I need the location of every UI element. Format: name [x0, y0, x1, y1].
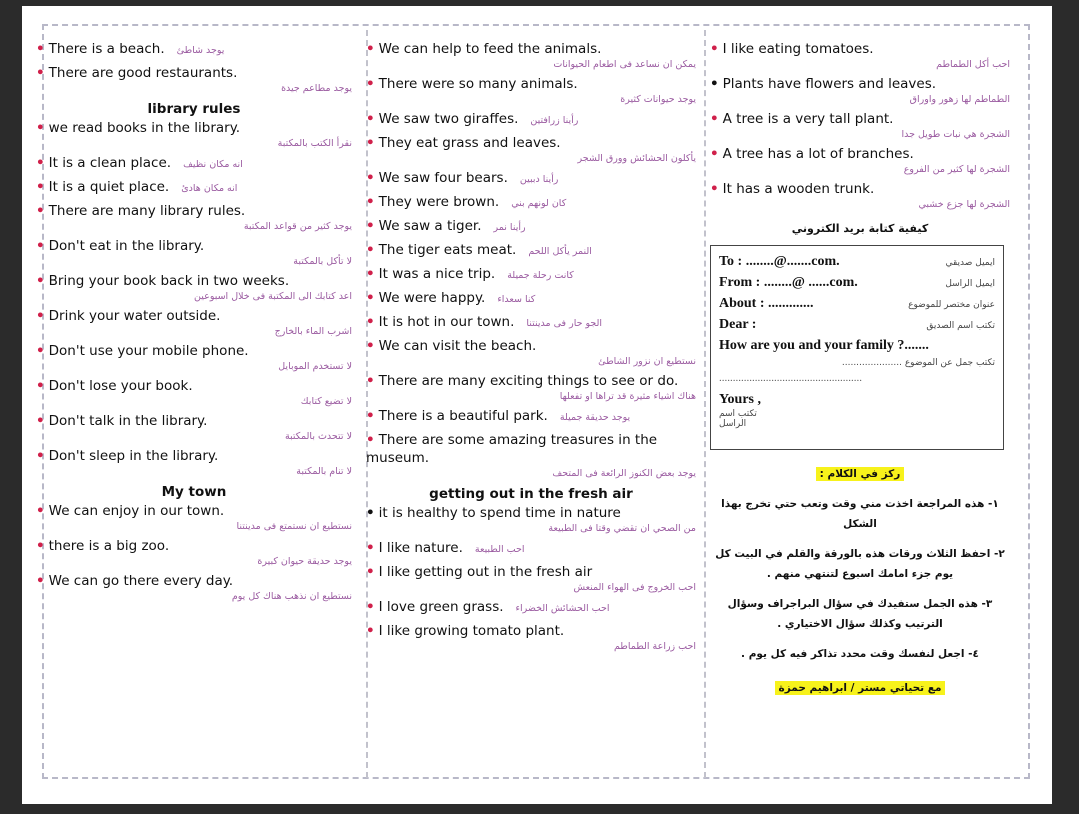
list-item: [36, 572, 352, 603]
bullet-icon: •: [366, 242, 375, 258]
english-sentence: we read books in the library.: [48, 120, 241, 136]
arabic-translation: كانت رحلة جميلة: [507, 270, 574, 281]
english-sentence: There are good restaurants.: [48, 65, 238, 81]
arabic-translation: احب الخروج فى الهواء المنعش: [573, 582, 696, 593]
email-dear: Dear :: [719, 317, 757, 332]
english-sentence: I love green grass.: [378, 599, 504, 615]
tip-item: ٢- احفظ الثلاث ورقات هذه بالورقة والقلم في البيت كل يوم جزء امامك اسبوع لتنتهي منهم .: [715, 548, 1005, 580]
list-item: [366, 241, 696, 261]
bullet-icon: •: [366, 194, 375, 210]
english-sentence: Don't use your mobile phone.: [48, 343, 249, 359]
english-sentence: Don't sleep in the library.: [48, 448, 219, 464]
email-dear-ar: تكتب اسم الصديق: [926, 321, 995, 331]
email-about-ar: عنوان مختصر للموضوع: [908, 300, 995, 310]
list-item: [710, 145, 1010, 176]
english-sentence: They eat grass and leaves.: [378, 135, 561, 151]
arabic-translation: اشرب الماء بالخارج: [274, 326, 352, 337]
email-about: About : .............: [719, 296, 814, 311]
english-sentence: A tree has a lot of branches.: [722, 146, 914, 162]
arabic-translation: لا تضيع كتابك: [300, 396, 352, 407]
list-item: [710, 75, 1010, 106]
arabic-translation: هناك اشياء مثيرة قد تراها او تفعلها: [559, 391, 696, 402]
arabic-translation: الجو حار فى مدينتنا: [526, 318, 603, 329]
list-item: [366, 110, 696, 130]
bullet-icon: •: [366, 623, 375, 639]
list-item: [36, 377, 352, 408]
bullet-icon: •: [36, 120, 45, 136]
bullet-icon: •: [36, 273, 45, 289]
english-sentence: Drink your water outside.: [48, 308, 221, 324]
signature: مع تحياتي مستر / ابراهيم حمزة: [775, 681, 946, 695]
bullet-icon: •: [366, 373, 375, 389]
english-sentence: We saw four bears.: [378, 170, 508, 186]
arabic-translation: يأكلون الحشائش وورق الشجر: [577, 153, 696, 164]
bullet-icon: •: [36, 378, 45, 394]
bullet-icon: •: [366, 505, 375, 521]
email-yours: Yours ,: [719, 392, 762, 407]
arabic-translation: انه مكان نظيف: [183, 159, 243, 170]
english-sentence: I like getting out in the fresh air: [378, 564, 593, 580]
bullet-icon: •: [36, 343, 45, 359]
email-dots: ....................................................: [719, 372, 862, 384]
english-sentence: We can go there every day.: [48, 573, 234, 589]
english-sentence: We can enjoy in our town.: [48, 503, 225, 519]
arabic-translation: كان لونهم بني: [511, 198, 567, 209]
list-item: [710, 110, 1010, 141]
email-from-ar: ايميل الراسل: [945, 279, 995, 289]
list-item: [36, 178, 352, 198]
list-item: [36, 237, 352, 268]
focus-title: ركز في الكلام :: [816, 467, 905, 481]
english-sentence: There are some amazing treasures in the museum.: [366, 432, 658, 466]
list-item: [366, 372, 696, 403]
arabic-translation: لا تنام بالمكتبة: [296, 466, 352, 477]
english-sentence: We can visit the beach.: [378, 338, 537, 354]
bullet-icon: •: [366, 111, 375, 127]
bullet-icon: •: [366, 540, 375, 556]
bullet-icon: •: [36, 179, 45, 195]
english-sentence: A tree is a very tall plant.: [722, 111, 894, 127]
arabic-translation: كنا سعداء: [497, 294, 536, 305]
arabic-translation: يوجد حديقة جميلة: [559, 412, 631, 423]
arabic-translation: الشجرة هي نبات طويل جدا: [901, 129, 1010, 140]
bullet-icon: •: [366, 76, 375, 92]
list-item: [710, 180, 1010, 211]
arabic-translation: احب الحشائش الخضراء: [515, 603, 610, 614]
list-item: [36, 119, 352, 150]
column-2: [366, 40, 696, 794]
arabic-translation: يوجد حيوانات كثيرة: [620, 94, 696, 105]
arabic-translation: نستطيع ان نستمتع فى مدينتنا: [236, 521, 352, 532]
bullet-icon: •: [36, 573, 45, 589]
bullet-icon: •: [366, 314, 375, 330]
email-title: كيفية كتابة بريد الكتروني: [791, 222, 929, 235]
bullet-icon: •: [36, 203, 45, 219]
english-sentence: I like growing tomato plant.: [378, 623, 565, 639]
bullet-icon: •: [366, 599, 375, 615]
arabic-translation: احب زراعة الطماطم: [613, 641, 696, 652]
english-sentence: Don't lose your book.: [48, 378, 193, 394]
english-sentence: It is hot in our town.: [378, 314, 515, 330]
english-sentence: I like nature.: [378, 540, 463, 556]
english-sentence: We saw a tiger.: [378, 218, 482, 234]
column-divider: [704, 30, 706, 778]
english-sentence: We can help to feed the animals.: [378, 41, 602, 57]
list-item: [36, 64, 352, 95]
bullet-icon: •: [366, 135, 375, 151]
bullet-icon: •: [710, 111, 719, 127]
english-sentence: It was a nice trip.: [378, 266, 496, 282]
arabic-translation: الطماطم لها زهور واوراق: [909, 94, 1010, 105]
list-item: [366, 313, 696, 333]
arabic-translation: من الصحي ان تقضي وقتا فى الطبيعة: [548, 523, 696, 534]
bullet-icon: •: [366, 408, 375, 424]
bullet-icon: •: [366, 170, 375, 186]
arabic-translation: لا تتحدث بالمكتبة: [284, 431, 352, 442]
arabic-translation: يوجد كثير من قواعد المكتبة: [243, 221, 352, 232]
list-item: [366, 289, 696, 309]
english-sentence: They were brown.: [378, 194, 500, 210]
english-sentence: It is a quiet place.: [48, 179, 170, 195]
list-item: [36, 502, 352, 533]
arabic-translation: يوجد حديقة حيوان كبيرة: [257, 556, 352, 567]
arabic-translation: لا تأكل بالمكتبة: [293, 256, 352, 267]
list-item: [366, 504, 696, 535]
english-sentence: We saw two giraffes.: [378, 111, 519, 127]
bullet-icon: •: [36, 448, 45, 464]
arabic-translation: نقرأ الكتب بالمكتبة: [277, 138, 352, 149]
list-item: [366, 40, 696, 71]
arabic-translation: يوجد بعض الكنوز الرائعة فى المتحف: [552, 468, 696, 479]
arabic-translation: رأينا دببين: [519, 174, 559, 185]
email-from: From : ........@ ......com.: [719, 275, 858, 290]
english-sentence: Bring your book back in two weeks.: [48, 273, 290, 289]
arabic-translation: انه مكان هادئ: [181, 183, 238, 194]
column-1: [36, 40, 352, 794]
list-item: [366, 193, 696, 213]
list-item: [366, 598, 696, 618]
english-sentence: there is a big zoo.: [48, 538, 170, 554]
arabic-translation: رأينا زرافتين: [530, 115, 579, 126]
arabic-translation: احب أكل الطماطم: [936, 59, 1010, 70]
arabic-translation: نستطيع ان نزور الشاطئ: [598, 356, 696, 367]
list-item: [366, 539, 696, 559]
english-sentence: There is a beach.: [48, 41, 165, 57]
tip-item: ١- هذه المراجعة اخذت مني وقت وتعب حتي تخرج بهذا الشكل: [721, 498, 999, 530]
bullet-icon: •: [710, 146, 719, 162]
email-to: To : ........@.......com.: [719, 254, 840, 269]
list-item: [366, 134, 696, 165]
bullet-icon: •: [36, 238, 45, 254]
bullet-icon: •: [366, 432, 375, 448]
bullet-icon: •: [36, 308, 45, 324]
english-sentence: Don't eat in the library.: [48, 238, 205, 254]
tips-section: [710, 464, 1010, 698]
english-sentence: We were happy.: [378, 290, 486, 306]
english-sentence: There are many library rules.: [48, 203, 246, 219]
arabic-translation: اعد كتابك الى المكتبة فى خلال اسبوعين: [194, 291, 352, 302]
arabic-translation: يوجد شاطئ: [176, 45, 225, 56]
list-item: [36, 272, 352, 303]
list-item: [366, 622, 696, 653]
english-sentence: The tiger eats meat.: [378, 242, 517, 258]
arabic-translation: النمر يأكل اللحم: [528, 246, 592, 257]
tip-item: ٤- اجعل لنفسك وقت محدد تذاكر فيه كل يوم .: [741, 648, 979, 660]
english-sentence: There is a beautiful park.: [378, 408, 548, 424]
arabic-translation: احب الطبيعة: [474, 544, 525, 555]
english-sentence: Plants have flowers and leaves.: [722, 76, 937, 92]
bullet-icon: •: [36, 413, 45, 429]
english-sentence: Don't talk in the library.: [48, 413, 208, 429]
list-item: [36, 412, 352, 443]
section-heading-my-town: My town: [161, 484, 227, 500]
section-heading-library-rules: library rules: [147, 101, 241, 117]
arabic-translation: يمكن ان نساعد فى اطعام الحيوانات: [553, 59, 696, 70]
bullet-icon: •: [710, 41, 719, 57]
english-sentence: There were so many animals.: [378, 76, 578, 92]
tip-item: ٣- هذه الجمل ستفيدك في سؤال البراجراف وسؤال الترتيب وكذلك سؤال الاختياري .: [727, 598, 993, 630]
email-body-ar: تكتب جمل عن الموضوع .....................: [841, 358, 995, 368]
bullet-icon: •: [366, 41, 375, 57]
bullet-icon: •: [36, 65, 45, 81]
english-sentence: it is healthy to spend time in nature: [378, 505, 621, 521]
list-item: [366, 169, 696, 189]
english-sentence: It has a wooden trunk.: [722, 181, 875, 197]
list-item: [366, 337, 696, 368]
bullet-icon: •: [36, 41, 45, 57]
list-item: [366, 265, 696, 285]
bullet-icon: •: [366, 218, 375, 234]
english-sentence: It is a clean place.: [48, 155, 172, 171]
bullet-icon: •: [366, 290, 375, 306]
bullet-icon: •: [366, 266, 375, 282]
bullet-icon: •: [36, 503, 45, 519]
bullet-icon: •: [710, 76, 719, 92]
arabic-translation: رأينا نمر: [493, 222, 526, 233]
list-item: [36, 537, 352, 568]
list-item: [36, 447, 352, 478]
arabic-translation: نستطيع ان نذهب هناك كل يوم: [231, 591, 352, 602]
column-3: [710, 40, 1010, 794]
list-item: [36, 202, 352, 233]
list-item: [36, 342, 352, 373]
bullet-icon: •: [366, 338, 375, 354]
bullet-icon: •: [36, 155, 45, 171]
list-item: [36, 307, 352, 338]
email-yours-ar: تكتب اسم الراسل: [719, 409, 757, 429]
bullet-icon: •: [36, 538, 45, 554]
list-item: [36, 154, 352, 174]
bullet-icon: •: [366, 564, 375, 580]
list-item: [36, 40, 352, 60]
arabic-translation: الشجرة لها كثير من الفروع: [903, 164, 1010, 175]
arabic-translation: الشجرة لها جزع خشبي: [918, 199, 1010, 210]
arabic-translation: يوجد مطاعم جيدة: [281, 83, 352, 94]
list-item: [710, 40, 1010, 71]
english-sentence: I like eating tomatoes.: [722, 41, 874, 57]
list-item: [366, 217, 696, 237]
arabic-translation: لا تستخدم الموبايل: [278, 361, 352, 372]
list-item: [366, 75, 696, 106]
list-item: [366, 407, 696, 427]
bullet-icon: •: [710, 181, 719, 197]
english-sentence: There are many exciting things to see or do.: [378, 373, 679, 389]
email-how: How are you and your family ?.......: [719, 338, 929, 353]
list-item: [366, 431, 696, 480]
list-item: [366, 563, 696, 594]
email-to-ar: ايميل صديقي: [945, 258, 995, 268]
email-template-box: [710, 245, 1004, 450]
section-heading-fresh-air: getting out in the fresh air: [429, 486, 633, 502]
